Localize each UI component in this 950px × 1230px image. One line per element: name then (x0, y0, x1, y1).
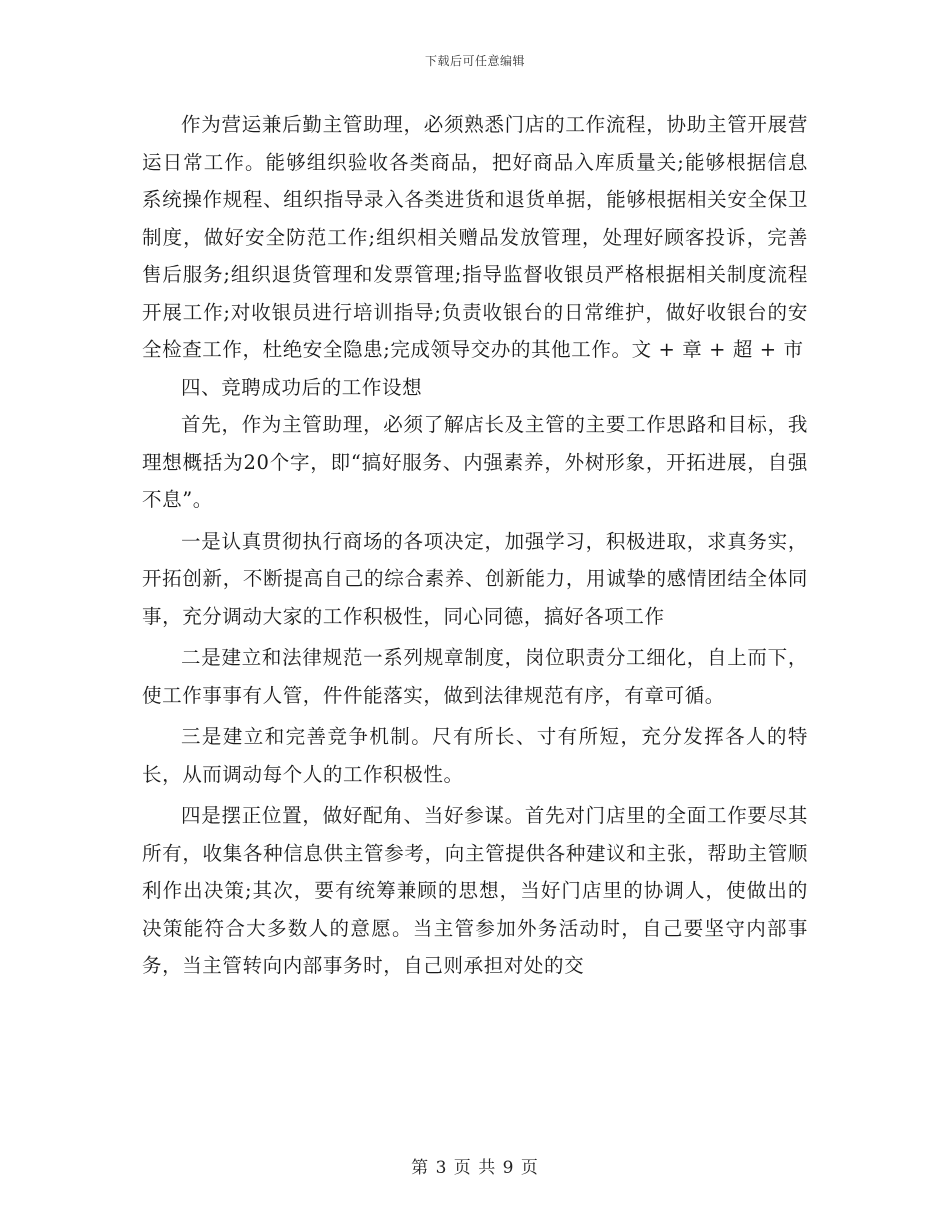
page-number: 第 3 页 共 9 页 (411, 1158, 539, 1178)
paragraph-point-three: 三是建立和完善竞争机制。尺有所长、寸有所短，充分发挥各人的特长，从而调动每个人的工作积极性。 (142, 725, 808, 786)
document-body (142, 106, 808, 985)
paragraph-first: 首先，作为主管助理，必须了解店长及主管的主要工作思路和目标，我理想概括为20个字，即“搞好服务、内强素养，外树形象，开拓进展，自强不息”。 (142, 413, 808, 511)
paragraph-duties: 作为营运兼后勤主管助理，必须熟悉门店的工作流程，协助主管开展营运日常工作。能够组织验收各类商品，把好商品入库质量关;能够根据信息系统操作规程、组织指导录入各类进货和退货单据，能够根据相关安全保卫制度，做好安全防范工作;组织相关赠品发放管理，处理好顾客投诉，完善售后服务;组织退货管理和发票管理;指导监督收银员严格根据相关制度流程开展工作;对收银员进行培训指导;负责收银台的日常维护，做好收银台的安全检查工作，杜绝安全隐患;完成领导交办的其他工作。文 + 章 + 超 + 市 (142, 113, 808, 361)
paragraph-point-two: 二是建立和法律规范一系列规章制度，岗位职责分工细化，自上而下，使工作事事有人管，件件能落实，做到法律规范有序，有章可循。 (142, 646, 808, 707)
paragraph-point-four: 四是摆正位置，做好配角、当好参谋。首先对门店里的全面工作要尽其所有，收集各种信息供主管参考，向主管提供各种建议和主张，帮助主管顺利作出决策;其次，要有统筹兼顾的思想，当好门店里的协调人，使做出的决策能符合大多数人的意愿。当主管参加外务活动时，自己要坚守内部事务，当主管转向内部事务时，自己则承担对处的交 (142, 804, 808, 977)
section-heading: 四、竞聘成功后的工作设想 (181, 375, 423, 399)
page-header-note: 下载后可任意编辑 (424, 54, 525, 68)
paragraph-point-one: 一是认真贯彻执行商场的各项决定，加强学习，积极进取，求真务实，开拓创新，不断提高自己的综合素养、创新能力，用诚挚的感情团结全体同事，充分调动大家的工作积极性，同心同德，搞好各项工作 (142, 529, 808, 628)
